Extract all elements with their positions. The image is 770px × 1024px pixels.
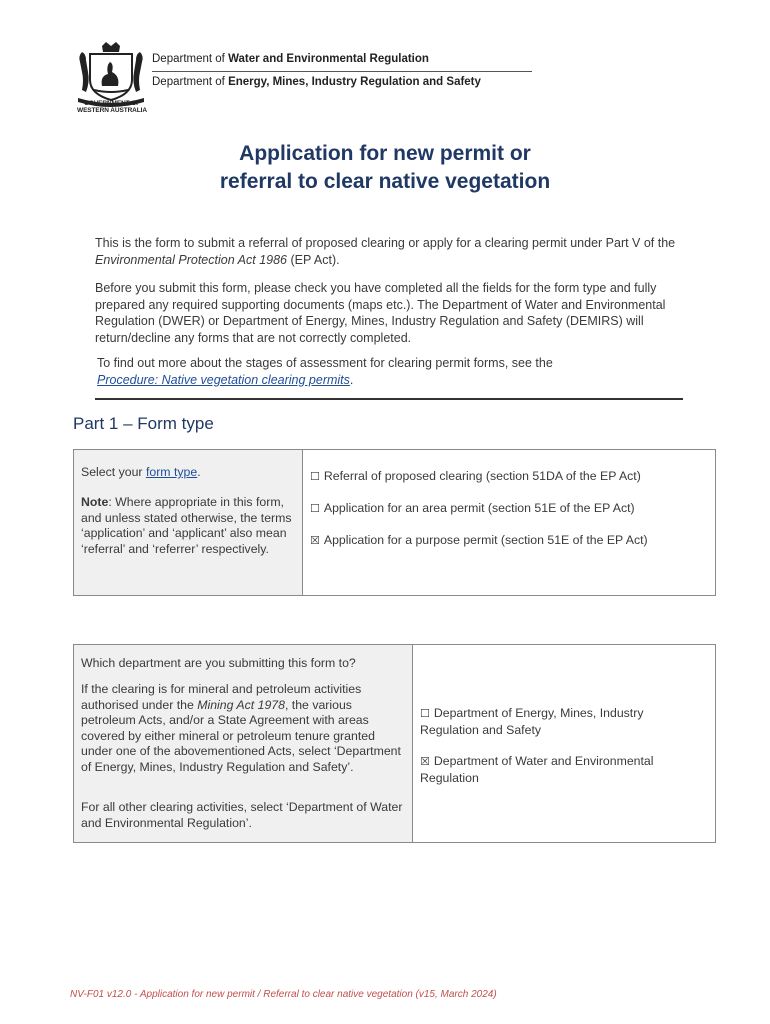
form-type-link[interactable]: form type	[145, 465, 198, 479]
crest-caption	[70, 100, 154, 114]
option-referral[interactable]	[310, 468, 641, 485]
option-referral-label: Referral of proposed clearing (section 51DA of the EP Act)	[323, 469, 641, 483]
part1-heading: Part 1 – Form type	[73, 414, 214, 433]
select-suffix: .	[197, 465, 201, 479]
mining-text-a: If the clearing is for mineral and petroleum activities authorised under the	[81, 682, 362, 712]
title-line1: Application for new permit or	[239, 142, 531, 165]
checkbox-checked-icon[interactable]: ☒	[310, 534, 320, 547]
header-divider	[152, 71, 532, 72]
option-area-permit-label: Application for an area permit (section 51E of the EP Act)	[323, 501, 635, 515]
mining-instructions	[81, 682, 406, 775]
select-prefix: Select your	[81, 465, 146, 479]
page-title	[0, 140, 770, 196]
crest-caption-line1: GOVERNMENT OF	[83, 100, 141, 107]
department-instructions-cell	[74, 645, 413, 842]
checkbox-unchecked-icon[interactable]: ☐	[310, 502, 320, 515]
mining-text-b: , the various petroleum Acts, and/or a State Agreement with areas covered by either mineral or petroleum tenure granted under one of the abovementioned Acts, select ‘Department of Energy, Mines, Industry Regulation and Safety’.	[81, 697, 401, 774]
note-text	[81, 495, 296, 557]
title-line2: referral to clear native vegetation	[219, 170, 551, 193]
p1-text-b: (EP Act).	[287, 252, 340, 267]
section-divider	[95, 398, 683, 400]
procedure-link[interactable]: Procedure: Native vegetation clearing permits	[97, 372, 350, 387]
checkbox-unchecked-icon[interactable]: ☐	[310, 470, 320, 483]
dept2-prefix: Department of	[152, 76, 229, 88]
option-purpose-permit-label: Application for a purpose permit (section 51E of the EP Act)	[323, 533, 648, 547]
other-instructions: For all other clearing activities, select ‘Department of Water and Environmental Regulation’.	[81, 800, 403, 830]
dept1-name: Water and Environmental Regulation	[228, 53, 429, 65]
form-type-instructions-cell	[74, 450, 303, 595]
note-label: Note	[81, 495, 109, 509]
checkbox-checked-icon[interactable]: ☒	[420, 755, 430, 768]
intro-paragraph-2: Before you submit this form, please check you have completed all the fields for the form type and fully prepared any required supporting documents (maps etc.). The Department of Water and Environmental Regulation (DWER) or Department of Energy, Mines, Industry Regulation and Safety (DEMIRS) will return/decline any forms that are not correctly completed.	[95, 281, 666, 345]
document-footer: NV-F01 v12.0 - Application for new permit / Referral to clear native vegetation (v15, March 2024)	[70, 989, 497, 1000]
option-demirs[interactable]	[420, 705, 705, 738]
department-table	[73, 644, 716, 843]
form-type-table	[73, 449, 716, 596]
note-body: : Where appropriate in this form, and unless stated otherwise, the terms ‘application’ and ‘applicant’ also mean ‘referral’ and ‘referrer’ respectively.	[81, 495, 292, 556]
option-demirs-label: Department of Energy, Mines, Industry Regulation and Safety	[420, 706, 644, 737]
option-dwer-label: Department of Water and Environmental Regulation	[420, 754, 654, 785]
p1-act-name: Environmental Protection Act 1986	[95, 252, 288, 267]
option-area-permit[interactable]	[310, 500, 635, 517]
intro-paragraph-1	[95, 235, 695, 268]
crest-caption-line2: WESTERN AUSTRALIA	[77, 107, 147, 114]
p1-text-a: This is the form to submit a referral of proposed clearing or apply for a clearing permit under Part V of the	[95, 236, 676, 250]
mining-act-name: Mining Act 1978	[197, 697, 285, 712]
select-form-type-text	[81, 465, 296, 481]
option-purpose-permit[interactable]	[310, 532, 648, 549]
department-name-demirs	[152, 76, 481, 88]
department-name-dwer	[152, 53, 429, 65]
department-question: Which department are you submitting this form to?	[81, 656, 356, 670]
checkbox-unchecked-icon[interactable]: ☐	[420, 707, 430, 720]
p3-text-a: To find out more about the stages of assessment for clearing permit forms, see the	[97, 356, 553, 370]
option-dwer[interactable]	[420, 753, 705, 786]
intro-paragraph-3	[97, 355, 697, 388]
dept1-prefix: Department of	[152, 53, 229, 65]
dept2-name: Energy, Mines, Industry Regulation and Safety	[228, 76, 481, 88]
p3-text-b: .	[349, 372, 354, 387]
